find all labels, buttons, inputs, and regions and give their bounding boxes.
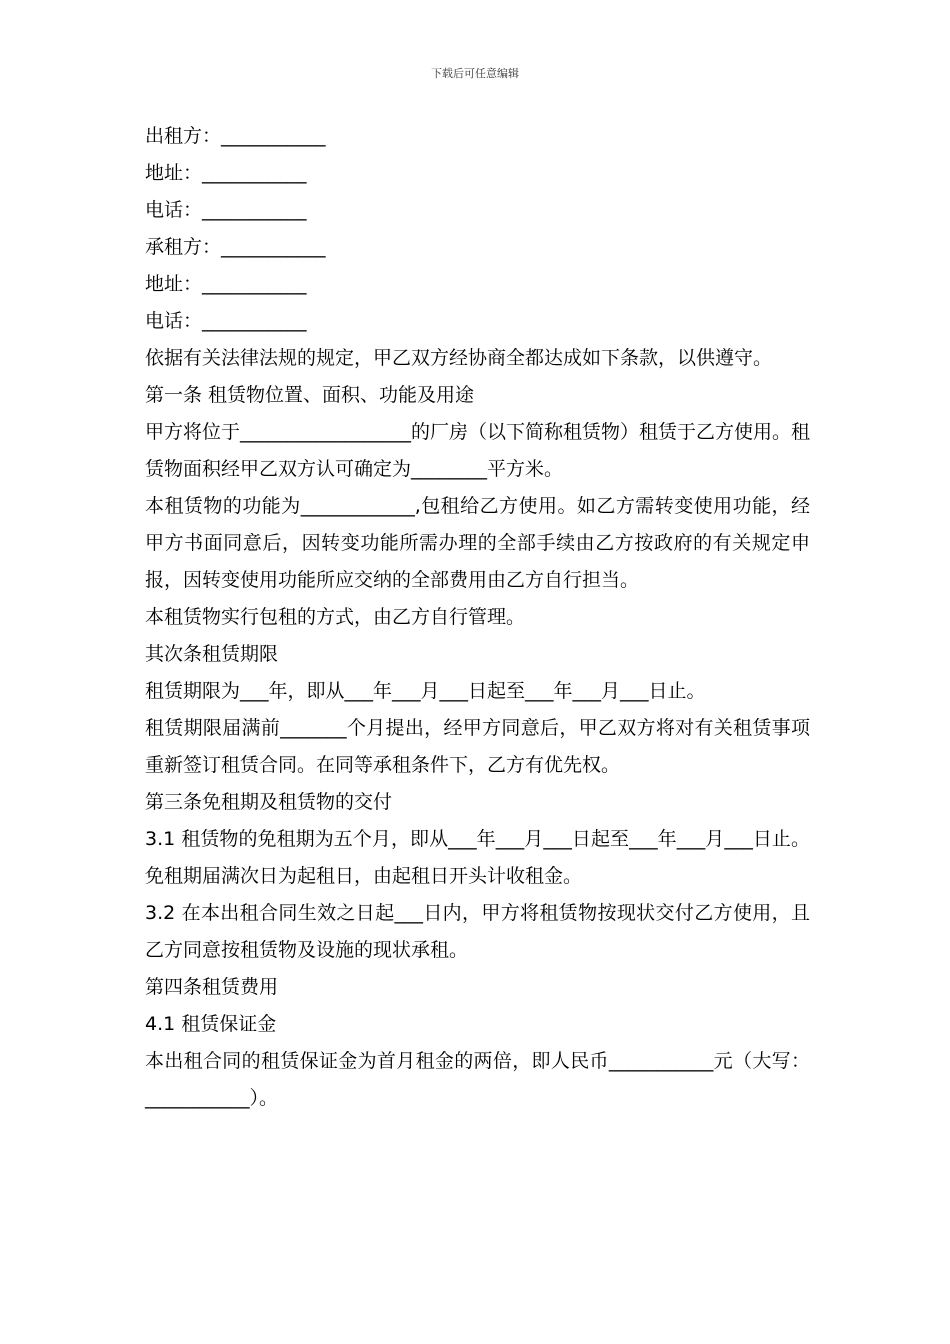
article2-title: 其次条租赁期限 (145, 643, 279, 665)
article2-paragraph-2: 租赁期限届满前_______个月提出，经甲方同意后，甲乙双方将对有关租赁事项重新签订租赁合同。在同等承租条件下，乙方有优先权。 (145, 717, 810, 776)
article2-paragraph-1: 租赁期限为___年，即从___年___月___日起至___年___月___日止。 (145, 680, 706, 702)
article1-title: 第一条 租赁物位置、面积、功能及用途 (145, 384, 475, 406)
lessee-address-line: 地址：___________ (145, 273, 307, 295)
article1-paragraph-3: 本租赁物实行包租的方式，由乙方自行管理。 (145, 606, 526, 628)
page-header-note: 下载后可任意编辑 (431, 67, 519, 80)
article4-title: 第四条租赁费用 (145, 976, 279, 998)
article3-paragraph-1: 3.1 租赁物的免租期为五个月，即从___年___月___日起至___年___月___日止。免租期届满次日为起租日，由起租日开头计收租金。 (145, 828, 810, 887)
article4-subsection-title: 4.1 租赁保证金 (145, 1013, 277, 1035)
lessor-phone-line: 电话：___________ (145, 199, 307, 221)
lessor-address-line: 地址：___________ (145, 162, 307, 184)
lessee-phone-line: 电话：___________ (145, 310, 307, 332)
lessor-line: 出租方：___________ (145, 125, 326, 147)
article4-paragraph-1: 本出租合同的租赁保证金为首月租金的两倍，即人民币___________元（大写：___________）。 (145, 1050, 810, 1109)
intro-paragraph: 依据有关法律法规的规定，甲乙双方经协商全都达成如下条款，以供遵守。 (145, 347, 773, 369)
contract-body (145, 118, 810, 1117)
article1-paragraph-2: 本租赁物的功能为____________,包租给乙方使用。如乙方需转变使用功能，经甲方书面同意后，因转变功能所需办理的全部手续由乙方按政府的有关规定申报，因转变使用功能所应交纳的全部费用由乙方自行担当。 (145, 495, 810, 591)
article3-title: 第三条免租期及租赁物的交付 (145, 791, 393, 813)
article3-paragraph-2: 3.2 在本出租合同生效之日起___日内，甲方将租赁物按现状交付乙方使用，且乙方同意按租赁物及设施的现状承租。 (145, 902, 810, 961)
lessee-line: 承租方：___________ (145, 236, 326, 258)
article1-paragraph-1: 甲方将位于__________________的厂房（以下简称租赁物）租赁于乙方使用。租赁物面积经甲乙双方认可确定为________平方米。 (145, 421, 811, 480)
